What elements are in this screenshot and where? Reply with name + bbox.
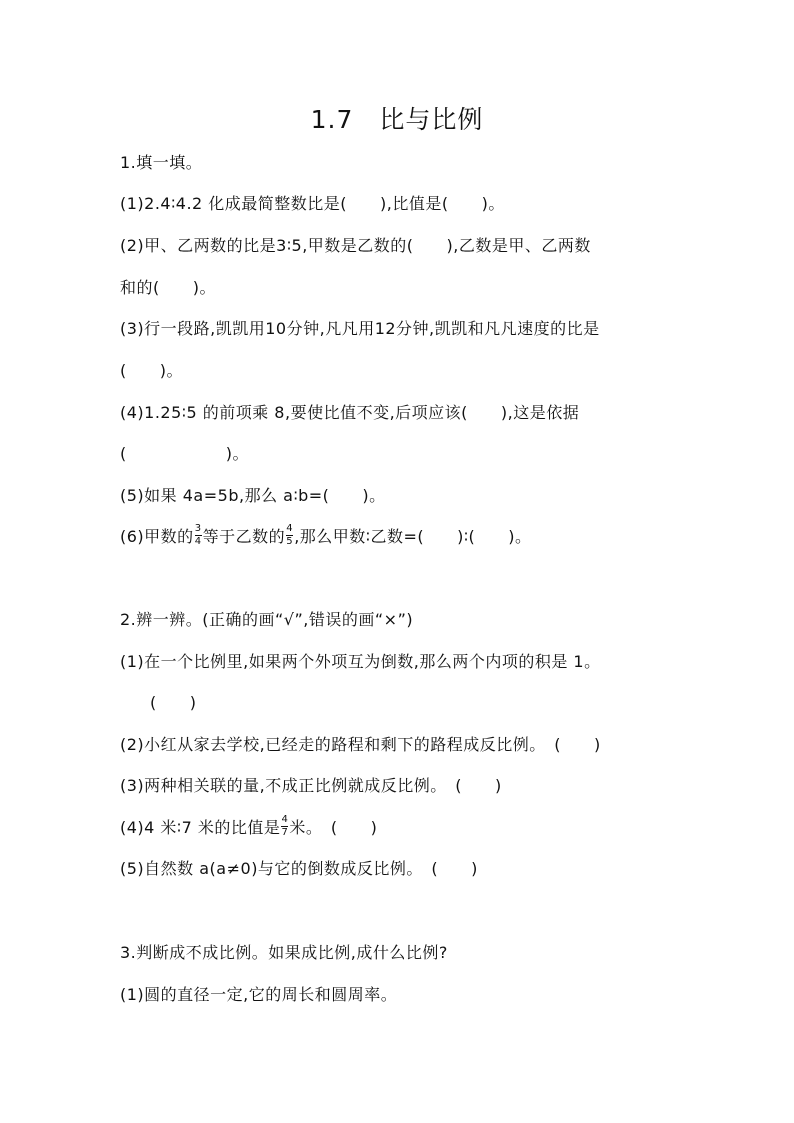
s1-question-1: (1)2.4∶4.2 化成最简整数比是( ),比值是( )。 <box>120 194 505 213</box>
s1-question-2-line2: 和的( )。 <box>120 278 216 297</box>
q6-text-2: 等于乙数的 <box>202 527 286 546</box>
fraction-denominator: 5 <box>286 536 294 547</box>
s2-question-3: (3)两种相关联的量,不成正比例就成反比例。 ( ) <box>120 776 502 795</box>
s2-question-1-line1: (1)在一个比例里,如果两个外项互为倒数,那么两个内项的积是 1。 <box>120 652 601 671</box>
page-title: 1.7 比与比例 <box>310 105 484 134</box>
q6-text-1: (6)甲数的 <box>120 527 194 546</box>
s1-question-3-line1: (3)行一段路,凯凯用10分钟,凡凡用12分钟,凯凯和凡凡速度的比是 <box>120 319 600 338</box>
s2-q4-text-2: 米。 ( ) <box>289 818 378 837</box>
s3-question-1: (1)圆的直径一定,它的周长和圆周率。 <box>120 985 398 1004</box>
s2-question-4 <box>120 815 377 840</box>
s1-question-4-line2: ( )。 <box>120 444 249 463</box>
fraction-numerator: 4 <box>286 523 294 534</box>
fraction-denominator: 4 <box>194 536 202 547</box>
s1-question-5: (5)如果 4a=5b,那么 a∶b=( )。 <box>120 486 386 505</box>
s1-question-2-line1: (2)甲、乙两数的比是3∶5,甲数是乙数的( ),乙数是甲、乙两数 <box>120 236 591 255</box>
fraction-three-quarters <box>195 524 202 547</box>
fraction-denominator: 7 <box>281 827 289 838</box>
fraction-four-fifths <box>286 524 293 547</box>
section3-heading: 3.判断成不成比例。如果成比例,成什么比例? <box>120 943 448 962</box>
fraction-numerator: 3 <box>194 523 202 534</box>
s2-q4-text-1: (4)4 米∶7 米的比值是 <box>120 818 281 837</box>
section2-heading: 2.辨一辨。(正确的画“√”,错误的画“×”) <box>120 610 414 629</box>
s2-question-5: (5)自然数 a(a≠0)与它的倒数成反比例。 ( ) <box>120 859 478 878</box>
s2-question-1-line2: ( ) <box>150 693 197 712</box>
fraction-four-sevenths <box>281 815 288 838</box>
q6-text-3: ,那么甲数∶乙数=( )∶( )。 <box>294 527 532 546</box>
s1-question-6 <box>120 524 531 549</box>
s2-question-2: (2)小红从家去学校,已经走的路程和剩下的路程成反比例。 ( ) <box>120 735 601 754</box>
fraction-numerator: 4 <box>281 814 289 825</box>
s1-question-3-line2: ( )。 <box>120 361 183 380</box>
s1-question-4-line1: (4)1.25∶5 的前项乘 8,要使比值不变,后项应该( ),这是依据 <box>120 403 580 422</box>
section1-heading: 1.填一填。 <box>120 153 203 172</box>
